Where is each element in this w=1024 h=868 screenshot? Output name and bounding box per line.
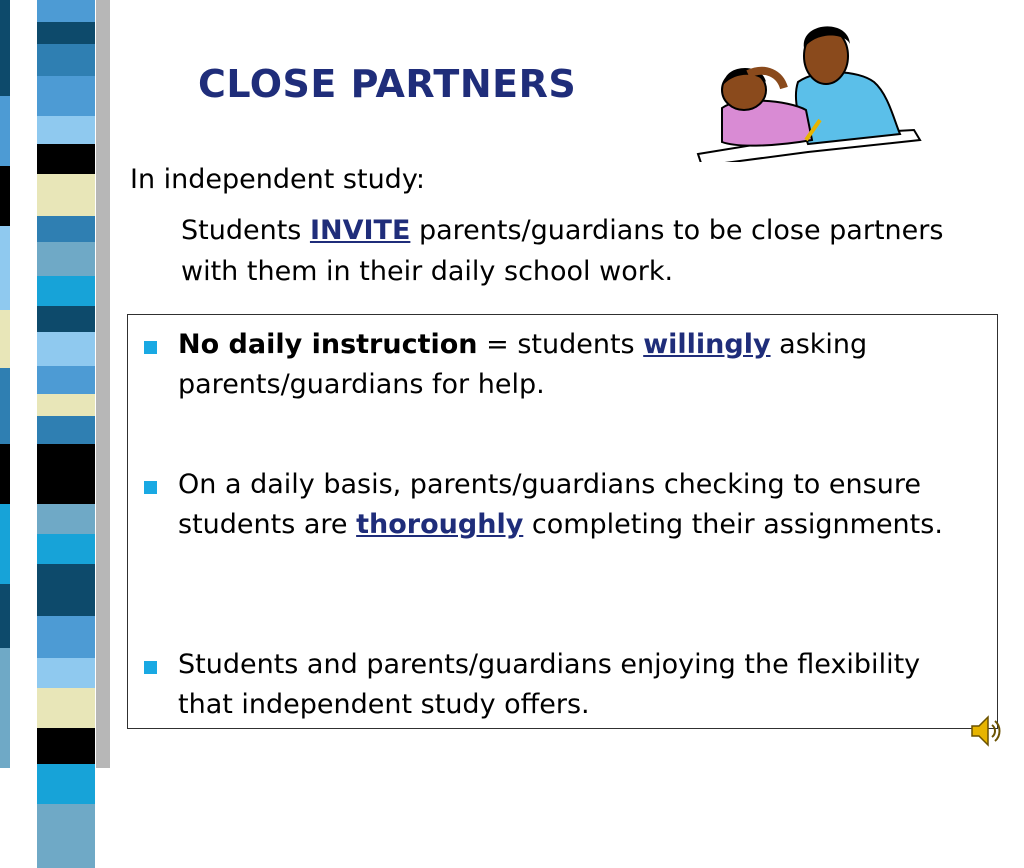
strip-shadow (96, 0, 110, 768)
bullet-square-icon (144, 341, 157, 354)
bullet-item-3 (144, 645, 974, 725)
sub-emphasis: INVITE (309, 215, 411, 246)
bullet-square-icon (144, 661, 157, 674)
subtitle-paragraph (181, 210, 981, 292)
bullet-2-pre: On a daily basis, parents/guardians checking to ensure students are (178, 469, 921, 540)
bullet-3-text: Students and parents/guardians enjoying the flexibility that independent study offers. (178, 649, 921, 720)
bullet-2-highlight: thoroughly (356, 509, 524, 540)
bullet-1-pre: = students (477, 329, 644, 360)
bullet-item-2 (144, 465, 974, 545)
bullet-2-post: completing their assignments. (523, 509, 943, 540)
bullet-1-bold: No daily instruction (178, 329, 478, 360)
parent-child-study-clipart (688, 12, 924, 162)
intro-text: In independent study: (130, 164, 425, 195)
sub-post: parents/guardians to be close partners with them in their daily school work. (181, 215, 944, 287)
strip-blocks (37, 0, 95, 768)
strip-edge (0, 0, 10, 768)
decorative-left-strip (0, 0, 112, 768)
bullet-1-highlight: willingly (643, 329, 771, 360)
slide-title: CLOSE PARTNERS (198, 62, 577, 106)
speaker-icon[interactable] (970, 714, 1002, 748)
bullet-1-post: asking parents/guardians for help. (178, 329, 868, 400)
bullet-square-icon (144, 481, 157, 494)
bullet-box (127, 314, 998, 729)
bullet-item-1 (144, 325, 974, 405)
sub-pre: Students (181, 215, 310, 246)
